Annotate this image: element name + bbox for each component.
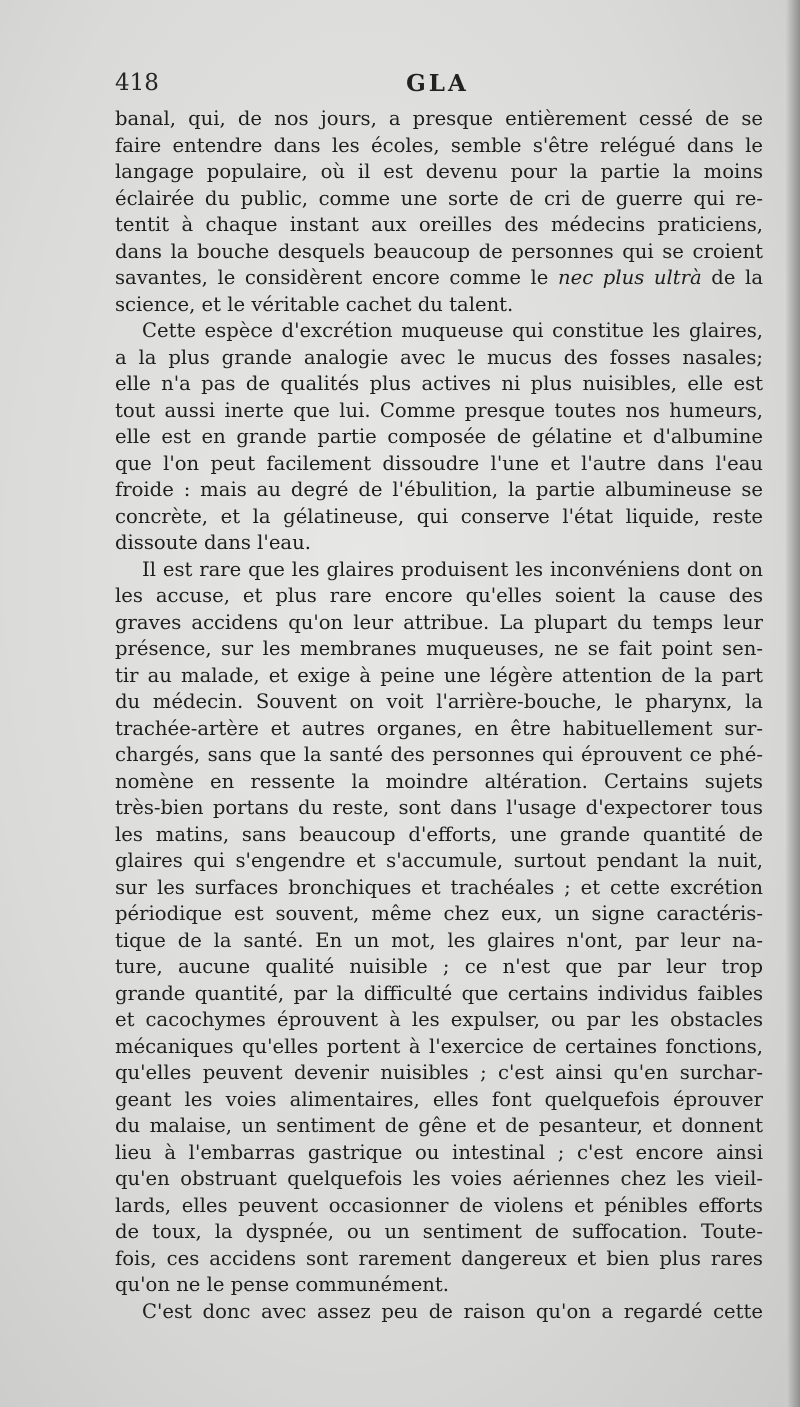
paragraph-start-line: Cette espèce d'excrétion muqueuse qui constitue les glaires, bbox=[142, 319, 763, 342]
text-line: qu'en obstruant quelquefois les voies aériennes chez les vieil- bbox=[115, 1167, 763, 1190]
paragraph-start-line: Il est rare que les glaires produisent les inconvéniens dont on bbox=[142, 557, 763, 581]
text-line: lieu à l'embarras gastrique ou intestinal ; c'est encore ainsi bbox=[115, 1140, 763, 1164]
text-line: graves accidens qu'on leur attribue. La plupart du temps leur bbox=[115, 610, 763, 634]
text-line: tique de la santé. En un mot, les glaires n'ont, par leur na- bbox=[115, 928, 763, 952]
text-line: que l'on peut facilement dissoudre l'une et l'autre dans l'eau bbox=[115, 451, 763, 475]
text-line: de toux, la dyspnée, ou un sentiment de suffocation. Toute- bbox=[115, 1220, 763, 1243]
text-segment: de la bbox=[701, 266, 763, 289]
text-line: faire entendre dans les écoles, semble s'être relégué dans le bbox=[115, 133, 763, 157]
text-line: éclairée du public, comme une sorte de cri de guerre qui re- bbox=[115, 186, 763, 210]
text-line: fois, ces accidens sont rarement dangereux et bien plus rares bbox=[115, 1246, 763, 1270]
text-line: dissoute dans l'eau. bbox=[115, 531, 311, 554]
text-line: les matins, sans beaucoup d'efforts, une grande quantité de bbox=[115, 822, 763, 846]
text-line: tentit à chaque instant aux oreilles des médecins praticiens, bbox=[115, 213, 763, 236]
page-header bbox=[115, 70, 760, 104]
text-line: périodique est souvent, même chez eux, un signe caractéris- bbox=[115, 902, 763, 925]
text-line: banal, qui, de nos jours, a presque entièrement cessé de se bbox=[115, 107, 763, 130]
text-line: dans la bouche desquels beaucoup de personnes qui se croient bbox=[115, 239, 763, 263]
text-line: glaires qui s'engendre et s'accumule, surtout pendant la nuit, bbox=[115, 849, 763, 872]
paragraph-start-line: C'est donc avec assez peu de raison qu'on a regardé cette bbox=[142, 1299, 763, 1323]
text-line: qu'on ne le pense communément. bbox=[115, 1273, 450, 1296]
running-head: GLA bbox=[406, 70, 469, 97]
text-line: a la plus grande analogie avec le mucus des fosses nasales; bbox=[115, 345, 763, 369]
text-line: les accuse, et plus rare encore qu'elles soient la cause des bbox=[115, 584, 763, 607]
text-line: présence, sur les membranes muqueuses, ne se fait point sen- bbox=[115, 637, 763, 660]
text-line: science, et le véritable cachet du talent. bbox=[115, 292, 514, 316]
text-line: elle n'a pas de qualités plus actives ni plus nuisibles, elle est bbox=[115, 372, 763, 395]
text-line: et cacochymes éprouvent à les expulser, ou par les obstacles bbox=[115, 1008, 763, 1031]
text-line: froide : mais au degré de l'ébulition, la partie albumineuse se bbox=[115, 478, 763, 501]
text-line: tir au malade, et exige à peine une légère attention de la part bbox=[115, 663, 763, 687]
text-line: trachée-artère et autres organes, en être habituellement sur- bbox=[115, 716, 763, 740]
body-text bbox=[115, 106, 763, 1325]
text-line: lards, elles peuvent occasionner de violens et pénibles efforts bbox=[115, 1193, 763, 1217]
text-line: mécaniques qu'elles portent à l'exercice de certaines fonctions, bbox=[115, 1034, 763, 1058]
text-line-with-italic bbox=[115, 265, 763, 292]
text-line: langage populaire, où il est devenu pour la partie la moins bbox=[115, 160, 763, 183]
page-number: 418 bbox=[115, 70, 159, 96]
text-line: nomène en ressente la moindre altération. Certains sujets bbox=[115, 769, 763, 793]
text-line: chargés, sans que la santé des personnes qui éprouvent ce phé- bbox=[115, 743, 763, 766]
text-line: du malaise, un sentiment de gêne et de pesanteur, et donnent bbox=[115, 1114, 763, 1137]
text-line: qu'elles peuvent devenir nuisibles ; c'est ainsi qu'en surchar- bbox=[115, 1061, 763, 1084]
text-line: sur les surfaces bronchiques et trachéales ; et cette excrétion bbox=[115, 875, 763, 899]
text-line: concrète, et la gélatineuse, qui conserve l'état liquide, reste bbox=[115, 504, 763, 528]
italic-phrase: nec plus ultrà bbox=[558, 266, 702, 289]
text-line: tout aussi inerte que lui. Comme presque toutes nos humeurs, bbox=[115, 398, 763, 422]
text-line: ture, aucune qualité nuisible ; ce n'est que par leur trop bbox=[115, 955, 763, 978]
text-line: geant les voies alimentaires, elles font quelquefois éprouver bbox=[115, 1087, 763, 1111]
text-line: grande quantité, par la difficulté que certains individus faibles bbox=[115, 981, 763, 1005]
text-segment: savantes, le considèrent encore comme le bbox=[115, 266, 549, 289]
text-line: très-bien portans du reste, sont dans l'usage d'expectorer tous bbox=[115, 796, 763, 819]
text-line: du médecin. Souvent on voit l'arrière-bouche, le pharynx, la bbox=[115, 690, 763, 713]
text-line: elle est en grande partie composée de gélatine et d'albumine bbox=[115, 425, 763, 448]
page-gutter-shadow bbox=[786, 0, 800, 1407]
